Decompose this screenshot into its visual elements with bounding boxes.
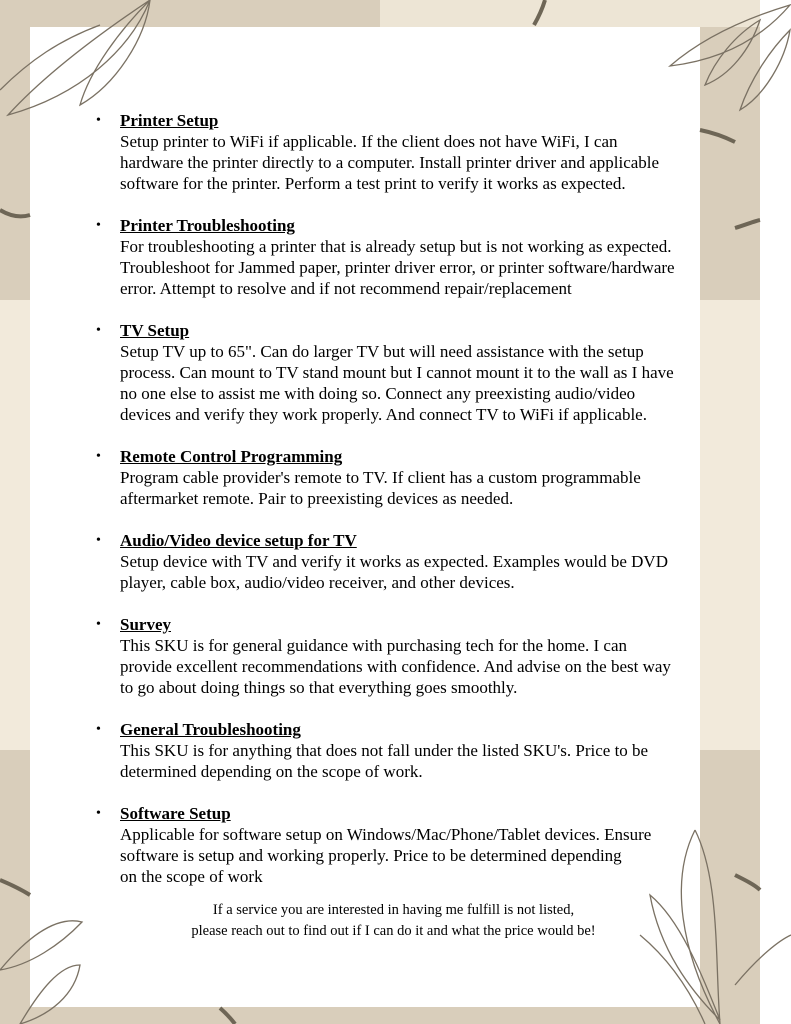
service-description: This SKU is for general guidance with purchasing tech for the home. I can provide excellent recommendations with confidence. And advise on the best way to go about doing things so that everything goes smoothly. xyxy=(120,636,671,697)
service-item xyxy=(96,530,716,593)
service-description: Applicable for software setup on Windows/Mac/Phone/Tablet devices. Ensure software is setup and working properly. Price to be determined depending on the scope of work xyxy=(120,825,652,886)
service-item xyxy=(96,320,716,425)
service-list xyxy=(96,110,716,908)
service-description: For troubleshooting a printer that is already setup but is not working as expected. Troubleshoot for Jammed paper, printer driver error, or printer software/hardware error. Attempt to resolve and if not recommend repair/replacement xyxy=(120,237,675,298)
service-title: General Troubleshooting xyxy=(120,720,301,739)
bullet-icon: • xyxy=(96,617,101,632)
arc-decoration xyxy=(735,220,760,228)
bullet-icon: • xyxy=(96,449,101,464)
service-title: Audio/Video device setup for TV xyxy=(120,531,357,550)
footer-line-2: please reach out to find out if I can do it and what the price would be! xyxy=(191,923,596,939)
bullet-icon: • xyxy=(96,113,101,128)
arc-decoration xyxy=(0,210,30,216)
footer-note xyxy=(0,900,789,942)
service-description: This SKU is for anything that does not fall under the listed SKU's. Price to be determined depending on the scope of work. xyxy=(120,741,649,781)
bullet-icon: • xyxy=(96,806,101,821)
arc-decoration xyxy=(220,1008,235,1024)
arc-decoration xyxy=(735,875,760,890)
service-item xyxy=(96,110,716,194)
service-item xyxy=(96,803,716,887)
leaf-icon xyxy=(705,20,760,85)
service-description: Setup device with TV and verify it works as expected. Examples would be DVD player, cable box, audio/video receiver, and other devices. xyxy=(120,552,668,592)
service-title: Survey xyxy=(120,615,171,634)
service-title: Printer Troubleshooting xyxy=(120,216,295,235)
service-title: Software Setup xyxy=(120,804,231,823)
bullet-icon: • xyxy=(96,533,101,548)
arc-decoration xyxy=(0,880,30,895)
service-item xyxy=(96,215,716,299)
service-description: Program cable provider's remote to TV. If client has a custom programmable aftermarket remote. Pair to preexisting devices as needed. xyxy=(120,468,641,508)
bullet-icon: • xyxy=(96,323,101,338)
service-title: TV Setup xyxy=(120,321,190,340)
bullet-icon: • xyxy=(96,218,101,233)
service-item xyxy=(96,446,716,509)
service-item xyxy=(96,719,716,782)
right-edge-strip xyxy=(760,0,791,1024)
service-item xyxy=(96,614,716,698)
background-top-band xyxy=(380,0,791,27)
footer-line-1: If a service you are interested in having me fulfill is not listed, xyxy=(212,902,575,918)
service-description: Setup TV up to 65". Can do larger TV but will need assistance with the setup process. Can mount to TV stand mount but I cannot mount it to the wall as I have no one else to assist me with doing so. Connect any preexisting audio/video devices and verify they work properly. And connect TV to WiFi if applicable. xyxy=(120,342,674,424)
service-description: Setup printer to WiFi if applicable. If the client does not have WiFi, I can hardware the printer directly to a computer. Install printer driver and applicable software for the printer. Perform a test print to verify it works as expected. xyxy=(120,132,660,193)
bullet-icon: • xyxy=(96,722,101,737)
service-title: Printer Setup xyxy=(120,111,219,130)
service-title: Remote Control Programming xyxy=(120,447,343,466)
